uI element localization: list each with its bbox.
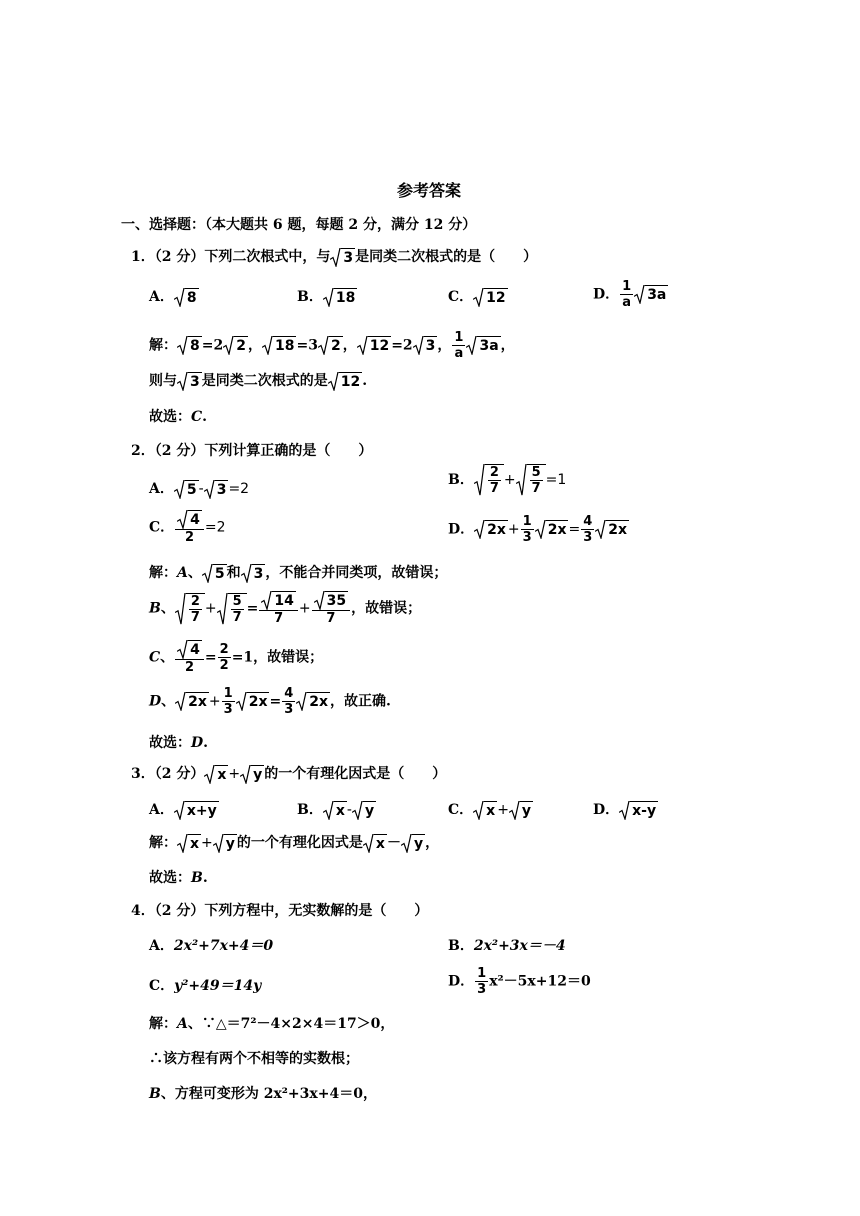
q2-option-d[interactable]: D． 2x + $\frac{1}{3}$ 2x = $\frac{4}{3}$ 2x	[448, 514, 628, 545]
q1-solution-line1: 解： 8 =2 2 ， 18 =3 2 ， 12 =2 3 ， $\frac{1}{a}$ 3a ，	[149, 330, 515, 361]
q4-option-a[interactable]: A．2x²+7x+4＝0	[149, 938, 274, 954]
q2-answer: 故选：D.	[149, 735, 209, 751]
q3-solution: 解： x + y 的一个有理化因式是 x － y ，	[149, 835, 440, 852]
q4-option-c[interactable]: C．y²+49＝14y	[149, 978, 262, 994]
q3-stem: 3．（2 分） x + y 的一个有理化因式是（ ）	[131, 766, 447, 783]
q3-option-b[interactable]: B． x - y	[297, 802, 375, 819]
q1-option-c[interactable]: C． 12	[448, 289, 506, 306]
q3-option-c[interactable]: C． x + y	[448, 802, 532, 819]
q3-answer: 故选：B.	[149, 870, 208, 886]
q4-solution-b1: B、方程可变形为 2x²+3x+4＝0，	[149, 1086, 377, 1102]
q2-solution-a: 解：A、 5 和 3 ，不能合并同类项，故错误；	[149, 565, 448, 582]
q2-option-c[interactable]: C． $\frac{4}{2}$ =2	[149, 512, 226, 545]
q1-option-d[interactable]: D． $\frac{1}{a}$ 3a	[593, 279, 667, 310]
q4-option-b[interactable]: B．2x²+3x＝－4	[448, 938, 566, 954]
q4-solution-a1: 解：A、∵△＝7²－4×2×4＝17＞0，	[149, 1016, 395, 1032]
q4-option-d[interactable]: D． $\frac{1}{3}$ x²－5x+12＝0	[448, 966, 591, 997]
section-heading: 一、选择题：（本大题共 6 题，每题 2 分，满分 12 分）	[121, 217, 477, 233]
q4-stem: 4．（2 分）下列方程中，无实数解的是（ ）	[131, 903, 429, 919]
q1-answer: 故选：C.	[149, 409, 208, 425]
q2-option-a[interactable]: A． 5 - 3 =2	[149, 481, 250, 498]
q4-solution-a2: ∴该方程有两个不相等的实数根；	[149, 1051, 359, 1067]
q2-stem: 2．（2 分）下列计算正确的是（ ）	[131, 443, 373, 459]
q2-solution-b: B、 $\frac{2}{7}$ + $\frac{5}{7}$ = $\frac{14}{7}$ + $\frac{35}{7}$ ，故错误；	[149, 593, 422, 626]
q1-solution-line2: 则与 3 是同类二次根式的是 12 .	[149, 373, 368, 390]
q1-stem: 1．（2 分）下列二次根式中，与 3 是同类二次根式的是（ ）	[131, 249, 538, 266]
q2-solution-c: C、 $\frac{4}{2}$ = $\frac{2}{2}$ =1，故错误；	[149, 642, 324, 675]
q1-option-b[interactable]: B． 18	[297, 289, 356, 306]
page-title: 参考答案	[397, 181, 462, 200]
q2-solution-d: D、 2x + $\frac{1}{3}$ 2x = $\frac{4}{3}$ 2x ，故正确.	[149, 686, 391, 717]
q1-option-a[interactable]: A． 8	[149, 289, 197, 306]
q3-option-a[interactable]: A． x+y	[149, 802, 217, 819]
q3-option-d[interactable]: D． x-y	[593, 802, 657, 819]
q2-option-b[interactable]: B． $\frac{2}{7}$ + $\frac{5}{7}$ =1	[448, 465, 567, 496]
